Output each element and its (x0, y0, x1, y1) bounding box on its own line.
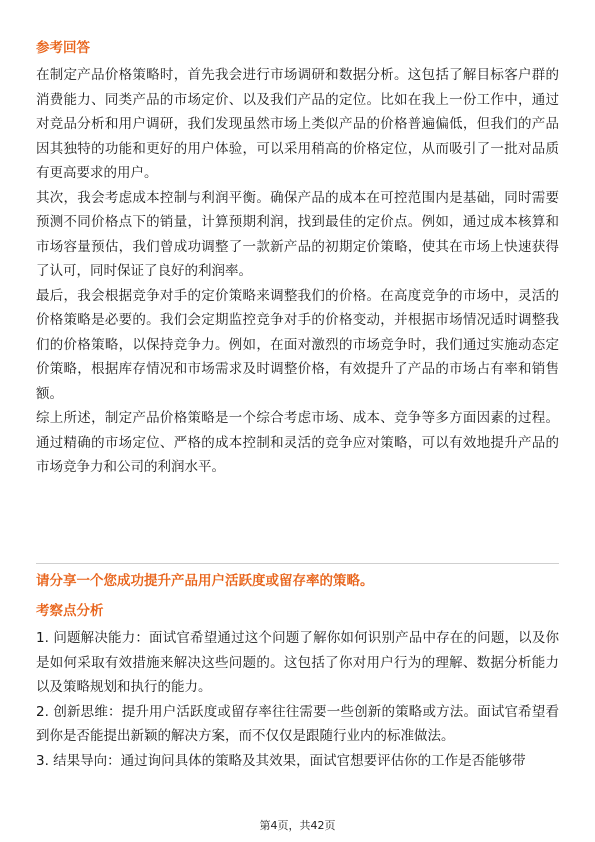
answer-paragraph-2: 其次，我会考虑成本控制与利润平衡。确保产品的成本在可控范围内是基础，同时需要预测不同价格点下的销量，计算预期利润，找到最佳的定价点。例如，通过成本核算和市场容量预估，我们曾成功调整了一款新产品的初期定价策略，使其在市场上快速获得了认可，同时保证了良好的利润率。 (36, 189, 559, 279)
page-indicator: 第4页，共42页 (259, 819, 336, 832)
answer-paragraph-4: 综上所述，制定产品价格策略是一个综合考虑市场、成本、竞争等多方面因素的过程。通过精确的市场定位、严格的成本控制和灵活的竞争应对策略，可以有效地提升产品的市场竞争力和公司的利润水平。 (36, 410, 559, 475)
answer-paragraph-1: 在制定产品价格策略时，首先我会进行市场调研和数据分析。这包括了解目标客户群的消费能力、同类产品的市场定价、以及我们产品的定位。比如在我上一份工作中，通过对竞品分析和用户调研，我们发现虽然市场上类似产品的价格普遍偏低，但我们的产品因其独特的功能和更好的用户体验，可以采用稍高的价格定位，从而吸引了一批对品质有更高要求的用户。 (36, 67, 559, 181)
answer-paragraph-3: 最后，我会根据竞争对手的定价策略来调整我们的价格。在高度竞争的市场中，灵活的价格策略是必要的。我们会定期监控竞争对手的价格变动，并根据市场情况适时调整我们的价格策略，以保持竞争力。例如，在面对激烈的市场竞争时，我们通过实施动态定价策略，根据库存情况和市场需求及时调整价格，有效提升了产品的市场占有率和销售额。 (36, 287, 559, 402)
document-page (36, 0, 559, 842)
analysis-item-1: 1. 问题解决能力：面试官希望通过这个问题了解你如何识别产品中存在的问题，以及你是如何采取有效措施来解决这些问题的。这包括了你对用户行为的理解、数据分析能力以及策略规划和执行的能力。 (36, 630, 559, 695)
interview-question: 请分享一个您成功提升产品用户活跃度或留存率的策略。 (36, 573, 374, 589)
reference-answer-body (36, 63, 559, 480)
analysis-item-2: 2. 创新思维：提升用户活跃度或留存率往往需要一些创新的策略或方法。面试官希望看到你是否能提出新颖的解决方案，而不仅仅是跟随行业内的标准做法。 (36, 703, 559, 744)
analysis-heading: 考察点分析 (36, 603, 104, 619)
analysis-body (36, 626, 559, 773)
section-divider (36, 563, 559, 564)
reference-answer-heading: 参考回答 (36, 40, 90, 56)
analysis-item-3: 3. 结果导向：通过询问具体的策略及其效果，面试官想要评估你的工作是否能够带 (36, 752, 526, 769)
